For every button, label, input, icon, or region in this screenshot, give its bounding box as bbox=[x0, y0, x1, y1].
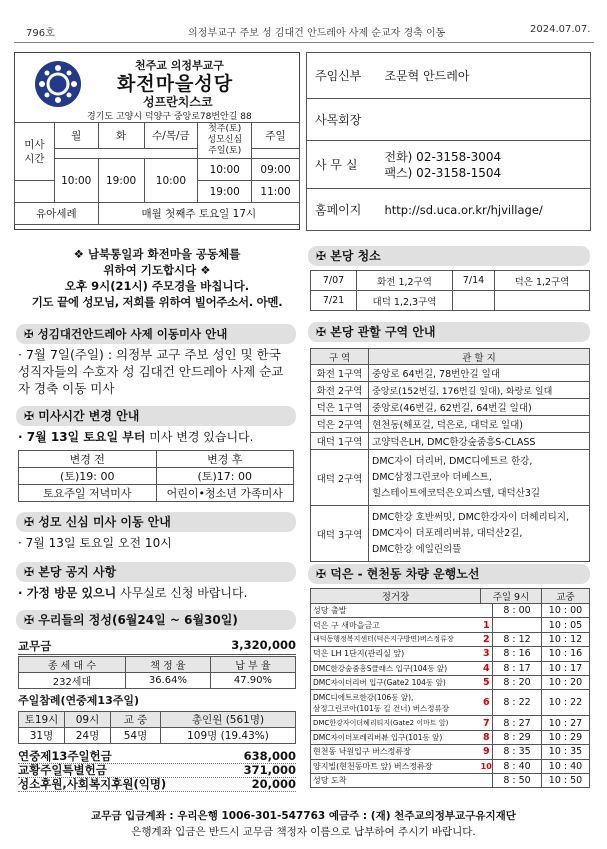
bulletin-date: 2024.07.07. bbox=[530, 24, 591, 35]
sat-time-1: 10:00 bbox=[198, 159, 252, 181]
section-title-mass-change: ✠ 미사시간 변경 안내 bbox=[16, 406, 296, 426]
col-mon: 월 bbox=[54, 123, 98, 149]
homepage-label: 홈페이지 bbox=[307, 189, 373, 231]
bus-stop-number: 9 bbox=[481, 745, 493, 759]
bus-time-main: 10 : 17 bbox=[542, 661, 590, 675]
marian-mass-text: · 7월 13일 토요일 오전 10시 bbox=[18, 536, 172, 550]
col-sat: 첫주(토) 성모신심 주일(토) bbox=[198, 123, 252, 159]
bus-header-main: 교중 bbox=[542, 589, 590, 604]
bus-stop-number: 1 bbox=[481, 618, 493, 632]
notice-bold: · 가정 방문 있으니 bbox=[18, 586, 117, 600]
prayer-line-1: ❖ 남북통일과 화전마을 공동체를 bbox=[73, 247, 241, 261]
clean-date bbox=[453, 291, 495, 311]
bus-time-main: 10 : 35 bbox=[542, 745, 590, 759]
bus-time-9: 8 : 22 bbox=[493, 690, 542, 716]
mon-time: 10:00 bbox=[54, 159, 98, 203]
bus-time-9: 8 : 12 bbox=[493, 632, 542, 646]
section-title-regions: ✠ 본당 관할 구역 안내 bbox=[308, 322, 590, 342]
pastor-label: 주임신부 bbox=[307, 53, 373, 99]
bus-stop: DMC자이더리버 입구(Gate2 104동 앞) bbox=[311, 675, 481, 689]
office-fax: 팩스) 02-3158-1504 bbox=[384, 165, 502, 180]
region-name: 대덕 2구역 bbox=[311, 450, 369, 506]
bus-time-9: 8 : 29 bbox=[493, 730, 542, 744]
parish-patron: 성프란치스코 bbox=[143, 95, 213, 109]
total-1-label: 연중제13주일헌금 bbox=[18, 749, 112, 763]
kyomu-amount: 3,320,000 bbox=[231, 638, 296, 652]
bus-time-main: 10 : 20 bbox=[542, 675, 590, 689]
bus-stop: 현천동 낙원입구 버스정류장 bbox=[311, 745, 481, 759]
baptism-value: 매월 첫째주 토요일 17시 bbox=[98, 203, 299, 225]
bus-stop-number bbox=[481, 773, 493, 787]
before-header: 변경 전 bbox=[19, 451, 157, 468]
after-time: (토)17: 00 bbox=[156, 468, 294, 485]
region-desc: 중앙로(152번길, 176번길 일대), 화랑로 일대 bbox=[369, 382, 590, 399]
bus-time-9: 8 : 40 bbox=[493, 759, 542, 773]
parish-box bbox=[14, 52, 300, 230]
kyomu-h2: 책 정 율 bbox=[125, 657, 210, 673]
sun-time-1: 09:00 bbox=[252, 159, 300, 181]
bus-time-9: 8 : 16 bbox=[493, 647, 542, 661]
kyomu-h3: 납 부 율 bbox=[210, 657, 295, 673]
att-h2: 09시 bbox=[65, 712, 111, 728]
footer-account: 교무금 입금계좌 : 우리은행 1006-301-547763 예금주 : (재) 천주교의정부교구유지재단 bbox=[91, 810, 516, 822]
attendance-table bbox=[18, 711, 296, 744]
col-sun: 주일 bbox=[252, 123, 300, 149]
mass-schedule-table bbox=[14, 122, 300, 225]
region-name: 대덕 1구역 bbox=[311, 433, 369, 450]
att-h3: 교 중 bbox=[111, 712, 161, 728]
after-header: 변경 후 bbox=[156, 451, 294, 468]
clean-date: 7/21 bbox=[311, 291, 357, 311]
before-desc: 토요주일 저녁미사 bbox=[19, 485, 157, 502]
diocese-name: 천주교 의정부교구 bbox=[135, 59, 224, 72]
total-1-amount: 638,000 bbox=[243, 749, 296, 763]
total-2-label: 교황주일특별헌금 bbox=[18, 763, 107, 777]
mass-time-label: 미사 시간 bbox=[15, 123, 55, 181]
att-h1: 토19시 bbox=[19, 712, 65, 728]
after-desc: 어린이•청소년 가족미사 bbox=[156, 485, 294, 502]
region-name: 덕은 1구역 bbox=[311, 399, 369, 416]
sat-time-2: 19:00 bbox=[198, 181, 252, 203]
bus-time-main: 10 : 05 bbox=[542, 618, 590, 632]
prayer-line-3: 오후 9시(21시) 주모경을 바칩니다. bbox=[64, 279, 250, 293]
kyomu-label: 교무금 bbox=[18, 639, 52, 653]
bus-time-main: 10 : 27 bbox=[542, 716, 590, 730]
bus-stop: 덕은 구 새마을금고 bbox=[311, 618, 481, 632]
region-desc: 고양덕은LH, DMC한강숲줌흥S-CLASS bbox=[369, 433, 590, 450]
section-title-offerings: ✠ 우리들의 정성(6월24일 ~ 6월30일) bbox=[16, 610, 296, 630]
prayer-box bbox=[14, 246, 300, 310]
bus-stop: DMC자이더포레리버뷰 입구(101동 앞) bbox=[311, 730, 481, 744]
region-name: 화전 1구역 bbox=[311, 365, 369, 382]
bus-time-main: 10 : 29 bbox=[542, 730, 590, 744]
bus-time-main: 10 : 00 bbox=[542, 604, 590, 618]
notice-text bbox=[18, 584, 247, 602]
kyomu-v1: 232세대 bbox=[19, 673, 126, 689]
bus-stop-number: 2 bbox=[481, 632, 493, 646]
clean-area: 화전 1,2구역 bbox=[357, 271, 453, 291]
bus-stop-number: 4 bbox=[481, 661, 493, 675]
bus-stop-number bbox=[481, 604, 493, 618]
section-title-bus: ✠ 덕은 - 현천동 차량 운행노선 bbox=[308, 564, 590, 584]
cleaning-table bbox=[310, 270, 590, 311]
bus-time-9: 8 : 17 bbox=[493, 661, 542, 675]
baptism-label: 유아세례 bbox=[15, 203, 99, 225]
region-desc: 현천동(해포길, 덕은로, 대덕로 일대) bbox=[369, 416, 590, 433]
att-v3: 54명 bbox=[111, 728, 161, 744]
bus-route-table bbox=[310, 588, 590, 788]
section-title-cleaning: ✠ 본당 청소 bbox=[308, 246, 590, 266]
bus-stop-number: 8 bbox=[481, 730, 493, 744]
kyomu-v3: 47.90% bbox=[210, 673, 295, 689]
bulletin-headline: 의정부교구 주보 성 김대건 안드레아 사제 순교자 경축 이동 bbox=[188, 28, 446, 39]
council-label: 사목회장 bbox=[307, 99, 373, 141]
offering-totals bbox=[18, 750, 296, 792]
clean-date: 7/14 bbox=[453, 271, 495, 291]
att-v2: 24명 bbox=[65, 728, 111, 744]
parish-emblem-icon bbox=[33, 59, 83, 109]
footer-note: 은행계좌 입금은 반드시 교무금 책정자 이름으로 납부하여 주시기 바랍니다. bbox=[131, 826, 476, 838]
att-v1: 31명 bbox=[19, 728, 65, 744]
tue-time: 19:00 bbox=[98, 159, 144, 203]
clean-area: 대덕 1,2,3구역 bbox=[357, 291, 453, 311]
att-h4: 총인원 (561명) bbox=[161, 712, 296, 728]
att-v4: 109명 (19.43%) bbox=[161, 728, 296, 744]
bus-time-9: 8 : 27 bbox=[493, 716, 542, 730]
bus-stop-number: 6 bbox=[481, 690, 493, 716]
notice-rest: 사무실로 신청 바랍니다. bbox=[116, 586, 248, 600]
wedfri-time: 10:00 bbox=[144, 159, 198, 203]
office-phone: 전화) 02-3158-3004 bbox=[384, 149, 502, 164]
homepage-link[interactable]: http://sd.uca.or.kr/hjvillage/ bbox=[373, 189, 591, 231]
prayer-line-4: 기도 끝에 성모님, 저희를 위하여 빌어주소서. 아멘. bbox=[31, 295, 283, 309]
total-2-amount: 371,000 bbox=[243, 763, 296, 777]
bus-stop: 양지빌(현천동마트 앞) 버스정류장 bbox=[311, 759, 481, 773]
section-title-moved-mass: ✠ 성김대건안드레아 사제 이동미사 안내 bbox=[16, 324, 296, 344]
bus-time-9: 8 : 00 bbox=[493, 604, 542, 618]
kyomu-v2: 36.64% bbox=[125, 673, 210, 689]
bus-time-main: 10 : 16 bbox=[542, 647, 590, 661]
region-name: 화전 2구역 bbox=[311, 382, 369, 399]
region-header-area: 구 역 bbox=[311, 349, 369, 365]
bus-stop: DMC한강숲줌흥S클래스 입구(104동 앞) bbox=[311, 661, 481, 675]
region-header-jurisdiction: 관 할 지 bbox=[369, 349, 590, 365]
parish-address: 경기도 고양시 덕양구 중앙로78번안길 88 bbox=[87, 112, 252, 122]
bus-stop-number: 3 bbox=[481, 647, 493, 661]
page-footer bbox=[0, 808, 607, 840]
moved-mass-text: · 7월 7일(주일) : 의정부 교구 주보 성인 및 한국 성직자들의 수호자 성 김대건 안드레아 사제 순교자 경축 이동 미사 bbox=[18, 347, 284, 396]
mass-change-date: · 7월 13일 토요일 부터 bbox=[18, 430, 146, 444]
issue-number: 796호 bbox=[26, 28, 55, 39]
region-name: 대덕 3구역 bbox=[311, 506, 369, 562]
parish-name: 화전마을성당 bbox=[117, 73, 234, 95]
mass-change-table bbox=[18, 450, 294, 502]
clean-date: 7/07 bbox=[311, 271, 357, 291]
parish-info-table bbox=[306, 52, 591, 231]
council-name bbox=[373, 99, 591, 141]
bus-stop-number: 5 bbox=[481, 675, 493, 689]
mass-change-text bbox=[18, 428, 298, 446]
region-desc: DMC한강 호반써밋, DMC한강자이 더헤리티지, DMC자이 더포레리버뷰, 대덕산2길, DMC한강 에일린의뜰 bbox=[369, 506, 590, 562]
office-label: 사 무 실 bbox=[307, 141, 373, 189]
col-wedfri: 수/목/금 bbox=[144, 123, 198, 149]
col-tue: 화 bbox=[98, 123, 144, 149]
bus-time-main: 10 : 22 bbox=[542, 690, 590, 716]
bus-time-main: 10 : 12 bbox=[542, 632, 590, 646]
bus-stop: 덕은 LH 1단지(관리실 앞) bbox=[311, 647, 481, 661]
mass-change-rest: 미사 변경 있습니다. bbox=[145, 430, 254, 444]
region-desc: 중앙로 64번길, 78번안길 일대 bbox=[369, 365, 590, 382]
bus-stop: 내덕동행정복지센터(덕은지구방면)버스정류장 bbox=[311, 632, 481, 646]
bus-header-stop: 정거장 bbox=[311, 589, 481, 604]
sun-time-2: 11:00 bbox=[252, 181, 300, 203]
total-3-amount: 20,000 bbox=[251, 777, 296, 791]
before-time: (토)19: 00 bbox=[19, 468, 157, 485]
bus-stop: DMC한강자이더헤리티지(Gate2 이마트 앞) bbox=[311, 716, 481, 730]
kyomu-h1: 종 세 대 수 bbox=[19, 657, 126, 673]
pastor-name: 조문혁 안드레아 bbox=[373, 53, 591, 99]
bus-time-9: 8 : 50 bbox=[493, 773, 542, 787]
bus-time-9 bbox=[493, 618, 542, 632]
header-divider bbox=[14, 42, 594, 43]
region-table bbox=[310, 348, 590, 562]
bus-stop: 성당 도착 bbox=[311, 773, 481, 787]
bus-time-main: 10 : 40 bbox=[542, 759, 590, 773]
total-3-label: 성소후원,사회복지후원(익명) bbox=[18, 777, 167, 791]
attendance-label: 주일참례(연중제13주일) bbox=[18, 694, 139, 707]
bus-stop-number: 7 bbox=[481, 716, 493, 730]
bus-header-9am: 주일 9시 bbox=[481, 589, 542, 604]
bus-time-9: 8 : 20 bbox=[493, 675, 542, 689]
prayer-line-2: 위하여 기도합시다 ❖ bbox=[103, 263, 211, 277]
region-desc: DMC자이 더리버, DMC디에트르 한강, DMC삼정그린코아 더베스트, 힐스테이트에코덕은오피스텔, 대덕산3길 bbox=[369, 450, 590, 506]
bus-time-main: 10 : 50 bbox=[542, 773, 590, 787]
region-desc: 중앙로(46번길, 62번길, 64번길 일대) bbox=[369, 399, 590, 416]
total-row-1 bbox=[18, 750, 296, 764]
total-row-3 bbox=[18, 778, 296, 792]
page-header bbox=[18, 22, 591, 40]
kyomu-table bbox=[18, 656, 296, 689]
total-row-2 bbox=[18, 764, 296, 778]
clean-area bbox=[495, 291, 590, 311]
kyomu-row bbox=[18, 638, 296, 655]
section-title-marian-mass: ✠ 성모 신심 미사 이동 안내 bbox=[16, 512, 296, 532]
clean-area: 덕은 1,2구역 bbox=[495, 271, 590, 291]
bus-stop-number: 10 bbox=[481, 759, 493, 773]
bus-time-9: 8 : 35 bbox=[493, 745, 542, 759]
section-title-notices: ✠ 본당 공지 사항 bbox=[16, 562, 296, 582]
bus-stop: 성당 출발 bbox=[311, 604, 481, 618]
region-name: 덕은 2구역 bbox=[311, 416, 369, 433]
bus-stop: DMC디에트르한강(106동 앞), 삼정그린코아(101동 길 건너) 버스정류장 bbox=[311, 690, 481, 716]
